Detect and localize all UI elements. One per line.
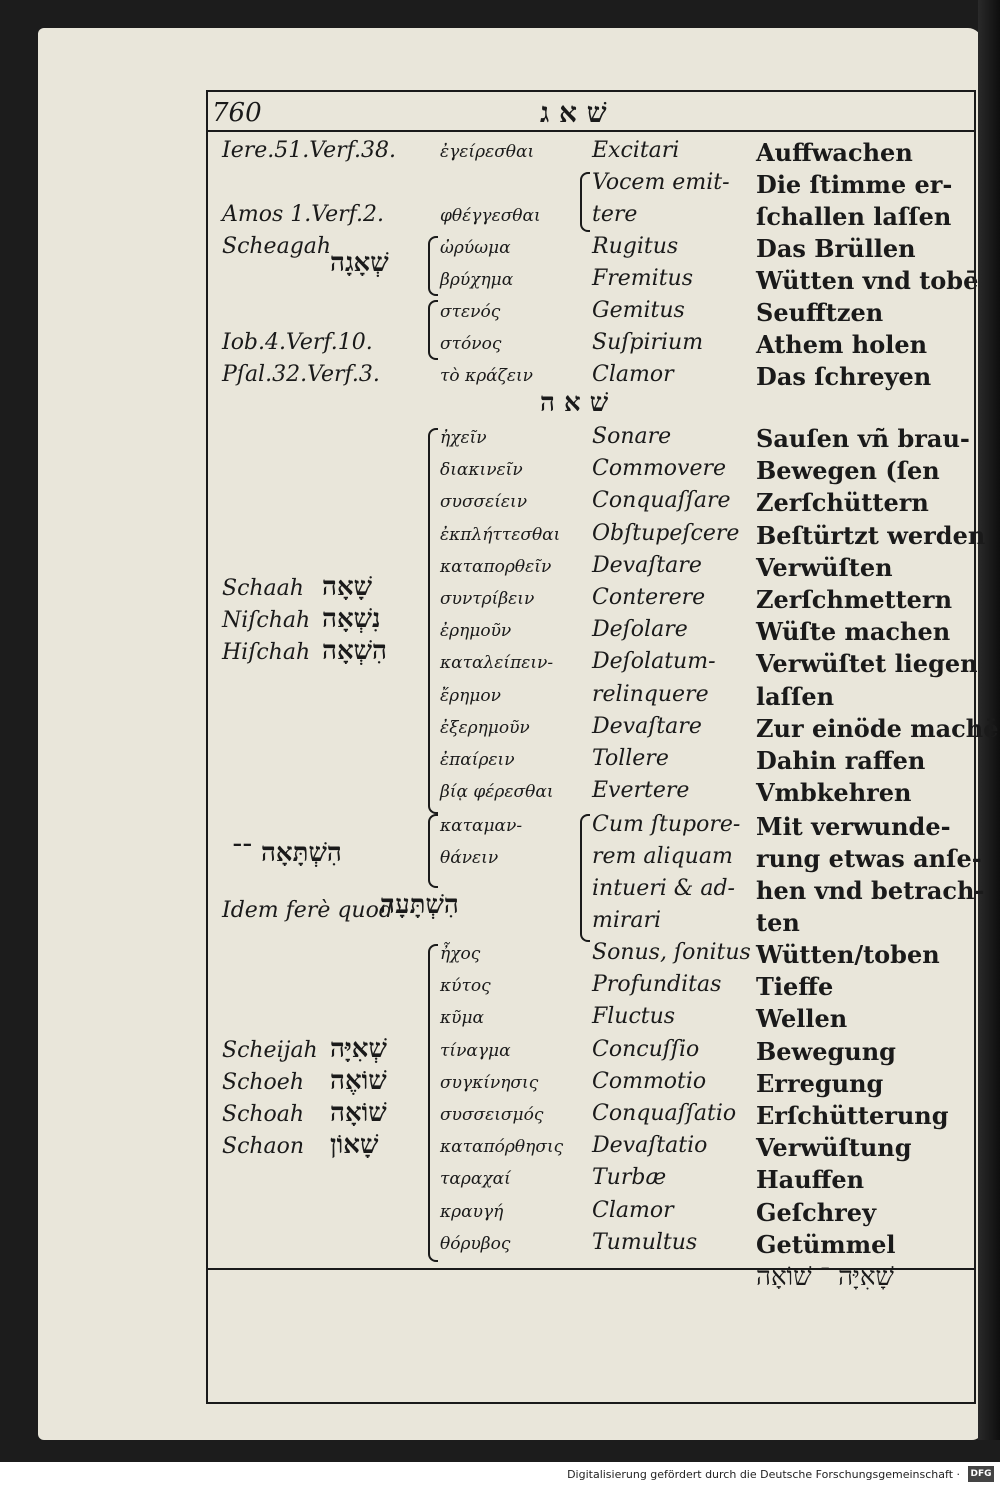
greek-cell: ἦχος (440, 944, 481, 964)
german-cell: Dahin raffen (756, 746, 926, 775)
german-cell: Sauſen vñ brau- (756, 424, 970, 453)
greek-cell: συσσείειν (440, 492, 528, 512)
greek-cell: ἐγείρεσθαι (440, 142, 535, 162)
greek-cell: ἐρημοῦν (440, 621, 512, 641)
latin-cell: tere (592, 202, 638, 227)
latin-cell: Gemitus (592, 298, 685, 323)
german-cell: Erſchütterung (756, 1101, 949, 1130)
greek-cell: συσσεισμός (440, 1105, 544, 1125)
headword-hebrew: שָׁאוֹן (330, 1130, 379, 1160)
german-cell: Beſtürtzt werden (756, 521, 986, 550)
latin-cell: Commovere (592, 456, 727, 481)
reference-cell: Amos 1.Verf.2. (222, 202, 385, 227)
greek-cell: ἐπαίρειν (440, 750, 515, 770)
latin-cell: Fremitus (592, 266, 693, 291)
german-cell: Verwüſtung (756, 1133, 912, 1162)
latin-cell: intueri & ad- (592, 876, 735, 901)
headword-hebrew: הִשְׁאָה (322, 636, 388, 666)
latin-cell: Clamor (592, 362, 674, 387)
latin-cell: Devaſtare (592, 714, 702, 739)
headword-hebrew: שְׁאִיָּה (330, 1034, 387, 1064)
headword-hebrew: נִשְׁאָה (322, 604, 381, 634)
latin-cell: rem aliquam (592, 844, 733, 869)
brace (428, 236, 438, 296)
headword-transliteration: Schaah (222, 576, 304, 601)
greek-cell: ἠχεῖν (440, 428, 487, 448)
latin-cell: Vocem emit- (592, 170, 730, 195)
latin-cell: Concuſſio (592, 1037, 700, 1062)
latin-cell: Devaſtatio (592, 1133, 708, 1158)
german-cell: Seufftzen (756, 298, 884, 327)
german-cell: laſſen (756, 682, 835, 711)
greek-cell: κραυγή (440, 1202, 504, 1222)
reference-cell: Pſal.32.Verf.3. (222, 362, 380, 387)
german-cell: Verwüſtet liegen (756, 649, 978, 678)
latin-cell: Commotio (592, 1069, 707, 1094)
page-number: 760 (212, 98, 262, 128)
greek-cell: θόρυβος (440, 1234, 511, 1254)
headword-transliteration: Schaon (222, 1134, 305, 1159)
reference-cell: Iob.4.Verf.10. (222, 330, 373, 355)
german-cell: Mit verwunde- (756, 812, 951, 841)
headword-hebrew: הִשְׁתָּעָה (380, 890, 459, 920)
greek-cell: καταλείπειν- (440, 653, 554, 673)
german-cell: Tieffe (756, 972, 834, 1001)
greek-cell: ὠρύωμα (440, 238, 511, 258)
german-cell: Auffwachen (756, 138, 913, 167)
german-cell: Wütten/toben (756, 940, 940, 969)
greek-cell: κῦμα (440, 1008, 485, 1028)
digitization-footer (0, 1462, 1000, 1492)
greek-cell: ἐξερημοῦν (440, 718, 530, 738)
greek-cell: φθέγγεσθαι (440, 206, 541, 226)
brace (580, 814, 590, 942)
latin-cell: Fluctus (592, 1004, 676, 1029)
greek-cell: ἔρημον (440, 686, 501, 706)
headword-transliteration: Schoeh (222, 1070, 304, 1095)
latin-cell: Conquaſſatio (592, 1101, 737, 1126)
latin-cell: Tollere (592, 746, 669, 771)
german-cell: rung etwas anſe- (756, 844, 982, 873)
german-cell: ſchallen laſſen (756, 202, 952, 231)
german-cell: Bewegung (756, 1037, 896, 1066)
german-cell: Zur einöde machē (756, 714, 999, 743)
greek-cell: διακινεῖν (440, 460, 523, 480)
greek-cell: συγκίνησις (440, 1073, 539, 1093)
german-cell: Bewegen (ſen (756, 456, 940, 485)
german-cell: Die ſtimme er- (756, 170, 953, 199)
greek-cell: βίᾳ φέρεσθαι (440, 782, 554, 802)
running-header-hebrew: שׁ א ג (540, 96, 607, 129)
headword-hebrew: שׁוֹאָה (330, 1098, 387, 1128)
latin-cell: Sonare (592, 424, 672, 449)
reference-cell: Scheagah (222, 234, 332, 259)
latin-cell: Evertere (592, 778, 690, 803)
catchword: שָׁאִיָּה ־ שׁוֹאָה (756, 1262, 894, 1292)
german-cell: Geſchrey (756, 1198, 877, 1227)
latin-cell: Tumultus (592, 1230, 698, 1255)
greek-cell: καταπορθεῖν (440, 557, 552, 577)
greek-cell: βρύχημα (440, 270, 514, 290)
german-cell: hen vnd betrach- (756, 876, 985, 905)
german-cell: Zerſchüttern (756, 488, 929, 517)
brace (428, 428, 438, 814)
greek-cell: ταραχαί (440, 1169, 511, 1189)
latin-cell: Cum ſtupore- (592, 812, 741, 837)
latin-cell: Devaſtare (592, 553, 702, 578)
section-heading-hebrew: שׁ א ה (540, 388, 609, 418)
latin-cell: relinquere (592, 682, 709, 707)
headword-hebrew: שָׁאָה (322, 572, 373, 602)
headword-transliteration: Niſchah (222, 608, 311, 633)
greek-cell: ἐκπλήττεσθαι (440, 525, 561, 545)
reference-cell: Iere.51.Verf.38. (222, 138, 396, 163)
german-cell: Das ſchreyen (756, 362, 932, 391)
german-cell: Wüſte machen (756, 617, 951, 646)
brace (428, 814, 438, 888)
dfg-logo: DFG (968, 1466, 994, 1482)
brace (580, 172, 590, 232)
cross-reference-note: Idem ferè quod (222, 898, 393, 923)
german-cell: Das Brüllen (756, 234, 916, 263)
brace (428, 300, 438, 360)
latin-cell: Clamor (592, 1198, 674, 1223)
german-cell: ten (756, 908, 800, 937)
german-cell: Getümmel (756, 1230, 896, 1259)
german-cell: Wellen (756, 1004, 848, 1033)
german-cell: Athem holen (756, 330, 928, 359)
greek-cell: τίναγμα (440, 1041, 511, 1061)
greek-cell: τὸ κράζειν (440, 366, 534, 386)
footer-credit: Digitalisierung gefördert durch die Deutsche Forschungsgemeinschaft · (567, 1468, 960, 1481)
german-cell: Vmbkehren (756, 778, 912, 807)
greek-cell: συντρίβειν (440, 589, 535, 609)
greek-cell: κύτος (440, 976, 491, 996)
latin-cell: mirari (592, 908, 662, 933)
latin-cell: Deſolatum- (592, 649, 716, 674)
german-cell: Erregung (756, 1069, 884, 1098)
latin-cell: Sonus, ſonitus (592, 940, 751, 965)
greek-cell: στενός (440, 302, 501, 322)
headword-transliteration: Schoah (222, 1102, 305, 1127)
german-cell: Zerſchmettern (756, 585, 953, 614)
greek-cell: στόνος (440, 334, 502, 354)
headword-hebrew: שְׁאָגָה (330, 248, 389, 278)
latin-cell: Obſtupeſcere (592, 521, 740, 546)
headword-transliteration: Hiſchah (222, 640, 311, 665)
latin-cell: Conterere (592, 585, 706, 610)
latin-cell: Excitari (592, 138, 680, 163)
greek-cell: καταμαν- (440, 816, 523, 836)
headword-hebrew: הִשְׁתָּאָה ־־ (232, 838, 342, 868)
latin-cell: Profunditas (592, 972, 722, 997)
german-cell: Wütten vnd tobē (756, 266, 979, 295)
header-rule (206, 130, 976, 132)
german-cell: Verwüſten (756, 553, 893, 582)
greek-cell: θάνειν (440, 848, 499, 868)
latin-cell: Rugitus (592, 234, 679, 259)
latin-cell: Deſolare (592, 617, 688, 642)
headword-hebrew: שׁוֹאֶה (330, 1066, 387, 1096)
latin-cell: Turbæ (592, 1165, 667, 1190)
greek-cell: καταπόρθησις (440, 1137, 564, 1157)
latin-cell: Suſpirium (592, 330, 704, 355)
brace (428, 944, 438, 1262)
headword-transliteration: Scheijah (222, 1038, 318, 1063)
german-cell: Hauffen (756, 1165, 865, 1194)
latin-cell: Conquaſſare (592, 488, 731, 513)
